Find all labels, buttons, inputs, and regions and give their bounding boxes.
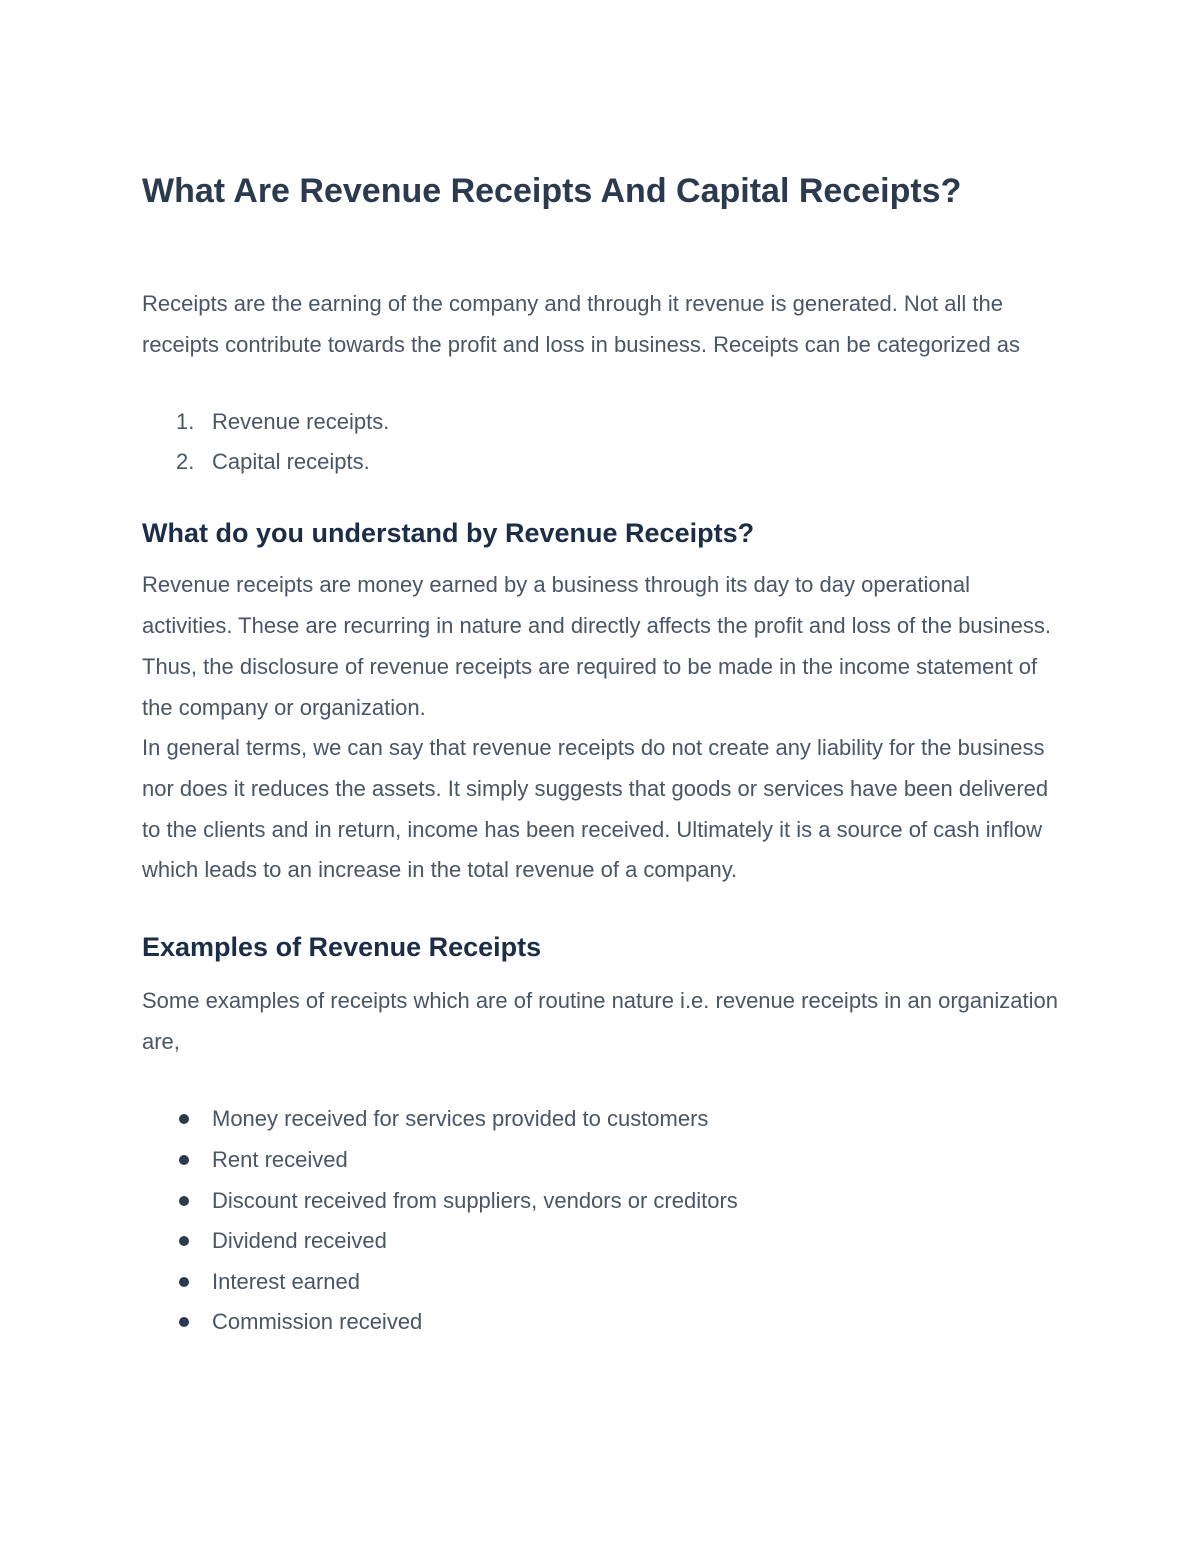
list-item [142,1302,1062,1343]
list-item-text: Dividend received [212,1228,387,1254]
section-heading-examples: Examples of Revenue Receipts [142,932,542,963]
revenue-paragraph-1: Revenue receipts are money earned by a business through its day to day operational activities. These are recurring in nature and directly affects the profit and loss of the business. Thus, the disclosure of revenue receipts are required to be made in the income statement of the company or organization. [142,572,1052,720]
list-item [142,402,1062,442]
bullet-icon [179,1196,189,1206]
bullet-icon [179,1114,189,1124]
list-number: 1. [176,409,195,435]
list-item-text: Revenue receipts. [212,409,390,435]
list-item-text: Interest earned [212,1268,360,1294]
list-item-text: Commission received [212,1309,423,1335]
list-item-text: Capital receipts. [212,449,370,475]
list-item [142,1221,1062,1262]
list-item [142,1262,1062,1303]
list-item-text: Money received for services provided to customers [212,1106,709,1132]
document-content [142,168,1062,1343]
bullet-icon [179,1155,189,1165]
list-item [142,1181,1062,1222]
section-heading-revenue: What do you understand by Revenue Receipts? [142,518,755,549]
list-item-text: Discount received from suppliers, vendors or creditors [212,1187,738,1213]
examples-intro-paragraph: Some examples of receipts which are of routine nature i.e. revenue receipts in an organization are, [142,988,1058,1054]
revenue-paragraph-2: In general terms, we can say that revenue receipts do not create any liability for the business nor does it reduces the assets. It simply suggests that goods or services have been delivered to the clients and in return, income has been received. Ultimately it is a source of cash inflow which leads to an increase in the total revenue of a company. [142,735,1049,883]
receipt-types-list [142,402,1062,482]
list-number: 2. [176,449,195,475]
bullet-icon [179,1277,189,1287]
bullet-icon [179,1317,189,1327]
bullet-icon [179,1236,189,1246]
list-item [142,1140,1062,1181]
page-title: What Are Revenue Receipts And Capital Receipts? [142,172,962,210]
intro-paragraph: Receipts are the earning of the company and through it revenue is generated. Not all the receipts contribute towards the profit and loss in business. Receipts can be categorized as [142,291,1021,357]
list-item-text: Rent received [212,1147,348,1173]
list-item [142,1099,1062,1140]
list-item [142,442,1062,482]
examples-list [142,1099,1062,1343]
